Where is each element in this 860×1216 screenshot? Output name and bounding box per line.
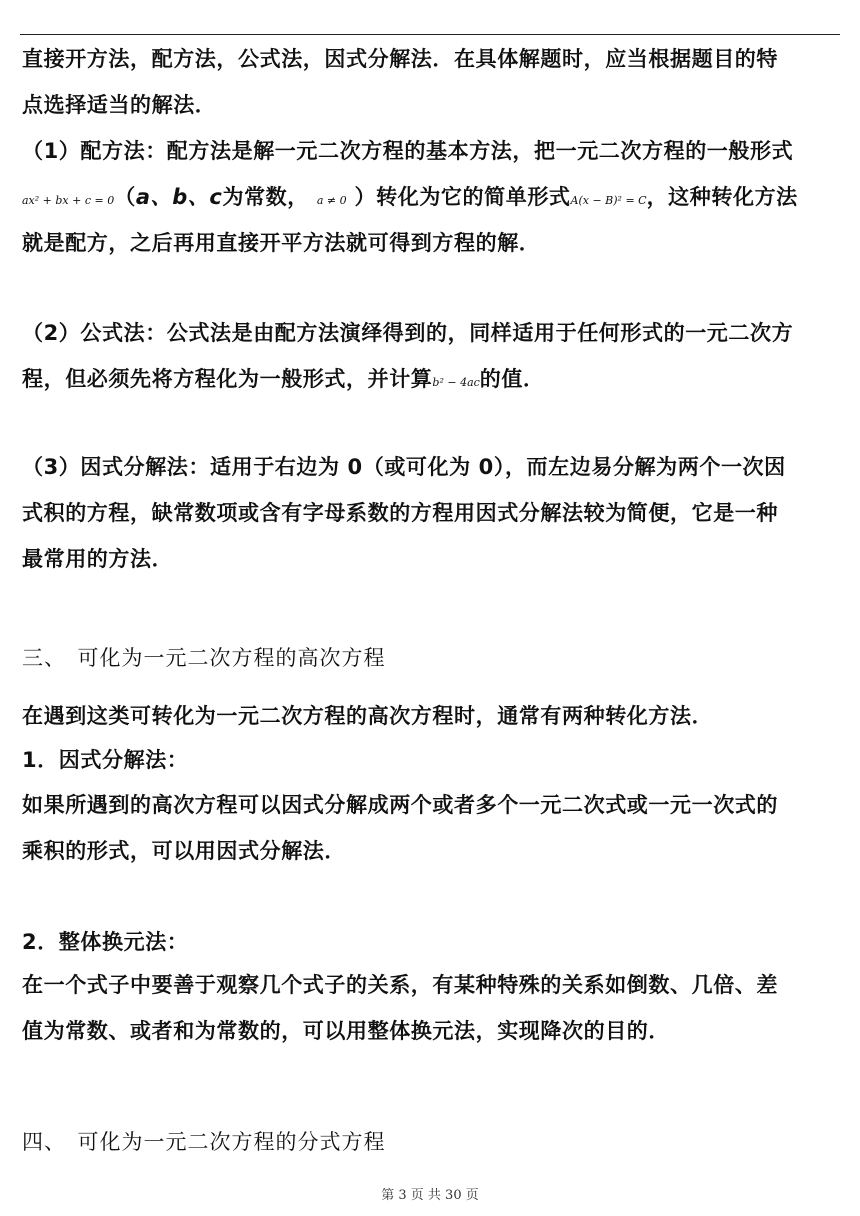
paragraph-line: 直接开方法，配方法，公式法，因式分解法．在具体解题时，应当根据题目的特 bbox=[22, 47, 778, 71]
section-3-line: （3）因式分解法：适用于右边为 0（或可化为 0），而左边易分解为两个一次因 bbox=[22, 455, 786, 479]
section-2-suffix: 的值． bbox=[479, 367, 545, 391]
heading-section-3: 三、 可化为一元二次方程的高次方程 bbox=[22, 646, 386, 670]
open-paren: （ bbox=[114, 185, 136, 209]
method-2-text: 在一个式子中要善于观察几个式子的关系，有某种特殊的关系如倒数、几倍、差 bbox=[22, 973, 778, 997]
transform-text: ）转化为它的简单形式 bbox=[354, 185, 571, 209]
paragraph-line: 点选择适当的解法． bbox=[22, 93, 217, 117]
page-footer: 第 3 页 共 30 页 bbox=[381, 1188, 479, 1203]
transform-suffix: ，这种转化方法 bbox=[646, 185, 798, 209]
condition-equation: a ≠ 0 bbox=[316, 194, 347, 207]
method-2-title: 2．整体换元法： bbox=[22, 930, 189, 954]
section-1-line: 就是配方，之后再用直接开平方法就可得到方程的解． bbox=[22, 231, 541, 255]
section-2-text: 程，但必须先将方程化为一般形式，并计算 bbox=[22, 367, 433, 391]
method-2-text: 值为常数、或者和为常数的，可以用整体换元法，实现降次的目的． bbox=[22, 1019, 670, 1043]
method-1-text: 如果所遇到的高次方程可以因式分解成两个或者多个一元二次式或一元一次式的 bbox=[22, 793, 778, 817]
section-1-formula-line bbox=[22, 182, 798, 216]
simple-form-equation: A(x − B)² = C bbox=[570, 194, 647, 207]
intro-paragraph: 在遇到这类可转化为一元二次方程的高次方程时，通常有两种转化方法． bbox=[22, 704, 714, 728]
header-rule bbox=[20, 34, 840, 35]
discriminant-expression: b² − 4ac bbox=[432, 376, 480, 389]
section-3-line: 式积的方程，缺常数项或含有字母系数的方程用因式分解法较为简便，它是一种 bbox=[22, 501, 778, 525]
constant-text: 为常数， bbox=[222, 185, 309, 209]
section-2-formula-line bbox=[22, 364, 545, 398]
section-3-line: 最常用的方法． bbox=[22, 547, 174, 571]
heading-section-4: 四、 可化为一元二次方程的分式方程 bbox=[22, 1130, 386, 1154]
method-1-title: 1．因式分解法： bbox=[22, 748, 189, 772]
section-2-line: （2）公式法：公式法是由配方法演绎得到的，同样适用于任何形式的一元二次方 bbox=[22, 321, 794, 345]
section-1-line: （1）配方法：配方法是解一元二次方程的基本方法，把一元二次方程的一般形式 bbox=[22, 139, 794, 163]
method-1-text: 乘积的形式，可以用因式分解法． bbox=[22, 839, 346, 863]
general-form-equation: ax² + bx + c = 0 bbox=[22, 194, 115, 207]
coefficient-variables: a、b、c bbox=[135, 185, 223, 209]
